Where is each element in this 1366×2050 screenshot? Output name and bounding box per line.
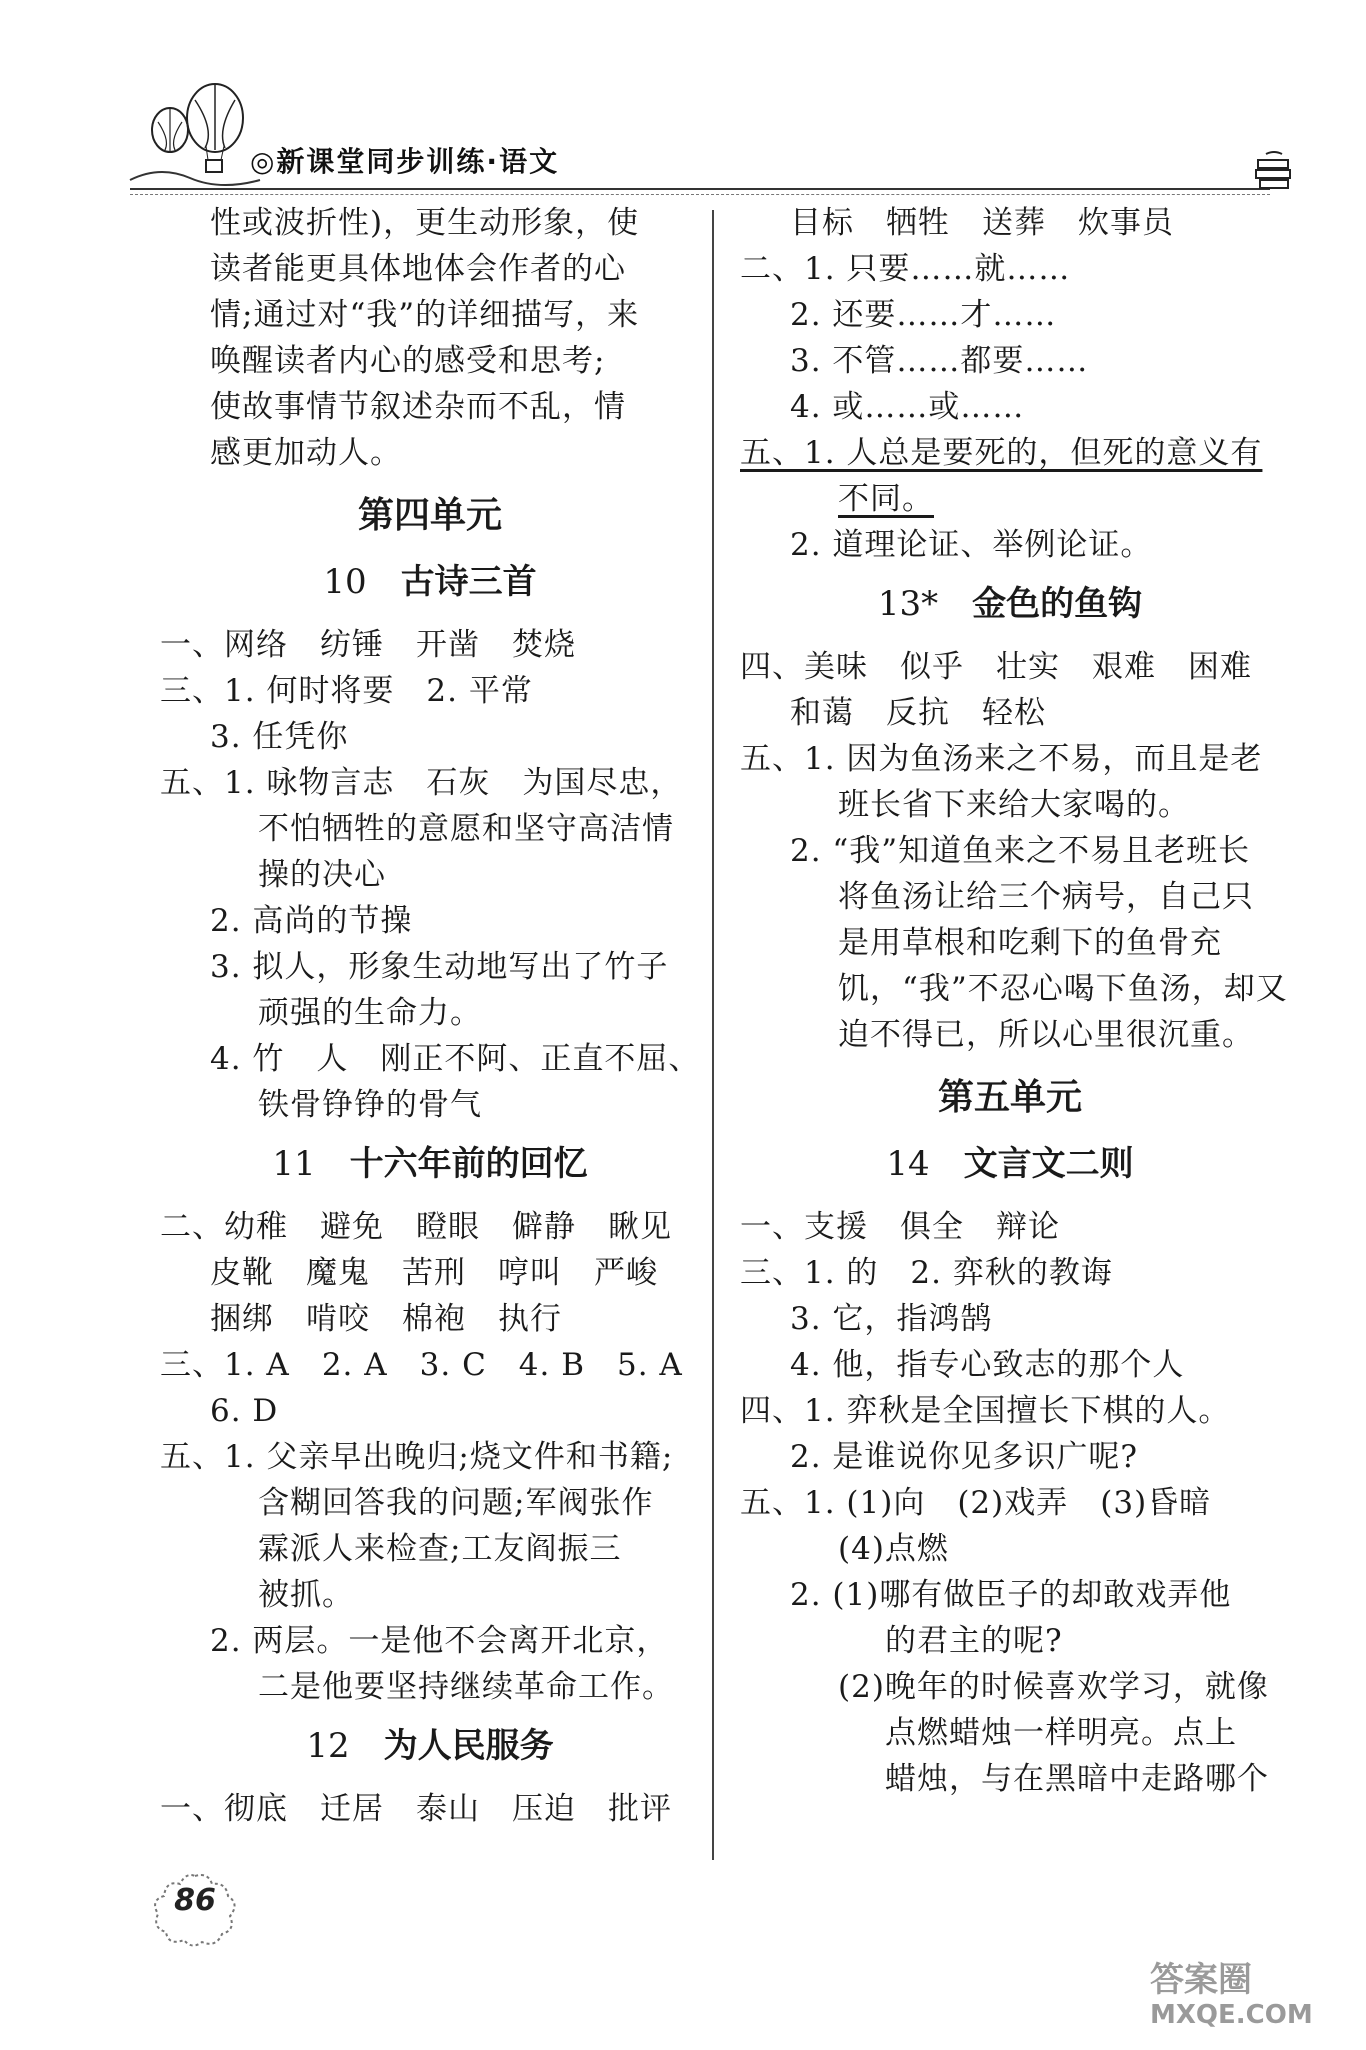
page-number: 86 <box>174 1883 216 1918</box>
text-line: 二、幼稚 避免 瞪眼 僻静 瞅见 <box>160 1209 672 1245</box>
lesson-number: 11 <box>272 1144 316 1184</box>
book-stack-icon <box>1252 150 1296 198</box>
text-line: 五、1. 因为鱼汤来之不易，而且是老 <box>740 741 1263 777</box>
lesson-name: 十六年前的回忆 <box>349 1144 588 1184</box>
text-line: 4. 竹 人 刚正不阿、正直不屈、 <box>210 1041 701 1077</box>
column-divider <box>712 210 714 1860</box>
text-line: 目标 牺牲 送葬 炊事员 <box>790 205 1174 241</box>
text-line: 含糊回答我的问题;军阀张作 <box>258 1485 654 1521</box>
text-line: 3. 不管……都要…… <box>790 343 1089 379</box>
text-line: 一、支援 俱全 辩论 <box>740 1209 1060 1245</box>
lesson-name: 为人民服务 <box>383 1726 554 1766</box>
text-line: 铁骨铮铮的骨气 <box>258 1087 482 1123</box>
series-title: ◎新课堂同步训练·语文 <box>250 145 560 178</box>
text-line: 不怕牺牲的意愿和坚守高洁情 <box>258 811 674 847</box>
watermark-brand: 答案圈 <box>1150 1960 1252 2000</box>
lesson-12-answers-cont <box>740 200 1280 568</box>
lesson-number: 10 <box>323 562 367 602</box>
text-line: 被抓。 <box>258 1577 354 1613</box>
text-line: 三、1. 的 2. 弈秋的教诲 <box>740 1255 1113 1291</box>
text-line: 4. 或……或…… <box>790 389 1025 425</box>
unit-4-title: 第四单元 <box>357 495 502 536</box>
text-line: 2. 高尚的节操 <box>210 903 413 939</box>
text-line: 皮靴 魔鬼 苦刑 哼叫 严峻 <box>210 1255 658 1291</box>
lesson-number: 14 <box>886 1144 930 1184</box>
text-line: (4)点燃 <box>838 1531 949 1567</box>
header-rule <box>130 188 1270 195</box>
text-line: 3. 拟人，形象生动地写出了竹子 <box>210 949 669 985</box>
text-line: 三、1. 何时将要 2. 平常 <box>160 673 533 709</box>
text-line: 使故事情节叙述杂而不乱，情 <box>210 389 626 425</box>
page-header <box>0 0 1366 210</box>
lesson-12-title <box>160 1716 700 1776</box>
text-line: 四、美味 似乎 壮实 艰难 困难 <box>740 649 1252 685</box>
text-line: 2. 两层。一是他不会离开北京， <box>210 1623 669 1659</box>
text-line: 三、1. A 2. A 3. C 4. B 5. A <box>160 1347 683 1383</box>
text-line: 和蔼 反抗 轻松 <box>790 695 1046 731</box>
text-line: 饥，“我”不忍心喝下鱼汤，却又 <box>838 971 1288 1007</box>
text-line: 班长省下来给大家喝的。 <box>838 787 1190 823</box>
text-line: 四、1. 弈秋是全国擅长下棋的人。 <box>740 1393 1231 1429</box>
text-line: 感更加动人。 <box>210 435 402 471</box>
text-line: 五、1. 父亲早出晚归;烧文件和书籍; <box>160 1439 674 1475</box>
lesson-12-answers <box>160 1786 700 1832</box>
lesson-13-answers <box>740 644 1288 1058</box>
text-line: 唤醒读者内心的感受和思考; <box>210 343 606 379</box>
text-line: 4. 他，指专心致志的那个人 <box>790 1347 1185 1383</box>
lesson-10-answers <box>160 622 700 1128</box>
lesson-name: 古诗三首 <box>400 562 537 602</box>
unit-5-title: 第五单元 <box>937 1077 1082 1118</box>
lesson-11-title <box>160 1134 700 1194</box>
text-line: 二是他要坚持继续革命工作。 <box>258 1669 674 1705</box>
text-line: 2. (1)哪有做臣子的却敢戏弄他 <box>790 1577 1232 1613</box>
text-line: 霖派人来检查;工友阎振三 <box>258 1531 622 1567</box>
text-line: 二、1. 只要……就…… <box>740 251 1071 287</box>
intro-answer <box>160 200 700 476</box>
underlined-answer: 不同。 <box>838 481 934 517</box>
lesson-13-title <box>740 574 1280 634</box>
text-line: 五、1. (1)向 (2)戏弄 (3)昏暗 <box>740 1485 1212 1521</box>
text-line: 2. 是谁说你见多识广呢? <box>790 1439 1139 1475</box>
text-line: 读者能更具体地体会作者的心 <box>210 251 626 287</box>
text-line: 3. 它，指鸿鹄 <box>790 1301 993 1337</box>
lesson-name: 文言文二则 <box>963 1144 1134 1184</box>
watermark <box>1150 1960 1313 2030</box>
text-line: 情;通过对“我”的详细描写，来 <box>210 297 640 333</box>
text-line: 一、彻底 迁居 泰山 压迫 批评 <box>160 1791 672 1827</box>
text-line: 的君主的呢? <box>885 1623 1063 1659</box>
lesson-14-title <box>740 1134 1280 1194</box>
text-line: 3. 任凭你 <box>210 719 349 755</box>
text-line: 操的决心 <box>258 857 386 893</box>
lesson-10-title <box>160 552 700 612</box>
text-line: 蜡烛，与在黑暗中走路哪个 <box>885 1761 1269 1797</box>
text-line: 性或波折性)，更生动形象，使 <box>210 205 640 241</box>
text-line: 顽强的生命力。 <box>258 995 482 1031</box>
hot-air-balloon-icon <box>120 80 270 190</box>
text-line: 6. D <box>210 1393 279 1429</box>
right-column <box>740 200 1288 1802</box>
lesson-11-answers <box>160 1204 700 1710</box>
lesson-name: 金色的鱼钩 <box>972 584 1143 624</box>
text-line: 捆绑 啃咬 棉袍 执行 <box>210 1301 562 1337</box>
underlined-answer: 五、1. 人总是要死的，但死的意义有 <box>740 435 1263 471</box>
text-line: 五、1. 咏物言志 石灰 为国尽忠， <box>160 765 683 801</box>
lesson-number: 12 <box>306 1726 350 1766</box>
text-line: 是用草根和吃剩下的鱼骨充 <box>838 925 1222 961</box>
text-line: 将鱼汤让给三个病号，自己只 <box>838 879 1254 915</box>
text-line: 迫不得已，所以心里很沉重。 <box>838 1017 1254 1053</box>
text-line: 一、网络 纺锤 开凿 焚烧 <box>160 627 576 663</box>
watermark-url: MXQE.COM <box>1150 2000 1313 2030</box>
text-line: 2. “我”知道鱼来之不易且老班长 <box>790 833 1251 869</box>
text-line: 点燃蜡烛一样明亮。点上 <box>885 1715 1237 1751</box>
text-line: (2)晚年的时候喜欢学习，就像 <box>838 1669 1269 1705</box>
text-line: 2. 道理论证、举例论证。 <box>790 527 1153 563</box>
left-column <box>160 200 700 1832</box>
text-line: 2. 还要……才…… <box>790 297 1057 333</box>
lesson-14-answers <box>740 1204 1280 1802</box>
lesson-number: 13* <box>877 584 939 624</box>
